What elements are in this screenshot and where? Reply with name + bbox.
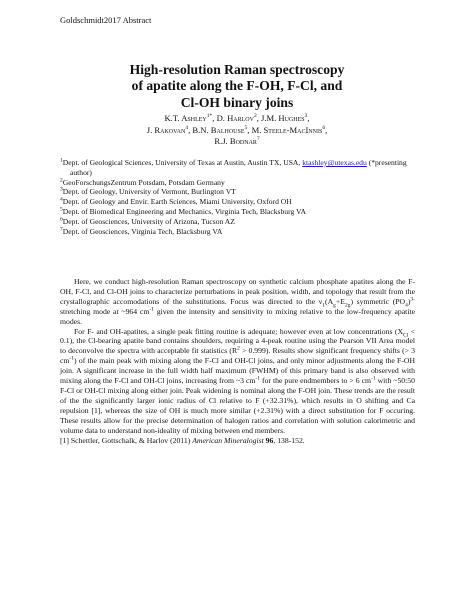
author-sup: 5 — [244, 124, 248, 131]
affiliation-item — [60, 207, 410, 217]
page-header: Goldschmidt2017 Abstract — [60, 15, 152, 25]
author-line: K.T. Ashley$^{1*}$, D. Harlov$^2$, J.M. Hughes$^3$, — [164, 113, 310, 123]
affiliation-text: Dept. of Geosciences, University of Arizona, Tucson AZ — [62, 216, 235, 226]
subscript: Cl — [403, 332, 409, 339]
reference-journal: American Mineralogist — [192, 435, 264, 445]
affiliation-item — [60, 187, 410, 197]
author-name: K.T. Ashley — [164, 113, 207, 123]
affiliation-item — [60, 227, 410, 237]
affiliation-text: Dept. of Geology, University of Vermont, Burlington VT — [62, 187, 236, 197]
affiliation-text: GeoForschungsZentrum Potsdam, Potsdam Germany — [62, 177, 225, 187]
superscript: -1 — [69, 355, 74, 362]
author-sup: 3 — [304, 113, 308, 120]
subscript: 4 — [405, 302, 408, 309]
body-text-run: > 0.999). Results show significant frequency shifts (> 3 cm — [60, 346, 415, 366]
body-text-run: (A — [325, 296, 334, 306]
body-text-run: ) of the main peak with mixing along the F-Cl and OH-Cl joins, and only minor adjustments along the F-OH join. A significant increase in the full width half maximum (FWHM) of this primary band is also observed with mixing along the F-Cl and OH-Cl joins, increasing from ~3 cm — [60, 356, 415, 386]
author-name: R.J. Bodnar — [214, 136, 257, 147]
body-text-run: ) — [407, 296, 411, 306]
abstract-body — [60, 277, 415, 445]
affiliation-text: Dept. of Geological Sciences, University of Texas at Austin, Austin TX, USA, — [62, 158, 301, 167]
author-line — [40, 136, 434, 148]
affiliation-list — [60, 158, 410, 236]
affiliation-number: 3 — [60, 186, 63, 193]
author-name: J.M. Hughes — [261, 113, 305, 123]
author-line: J. Rakovan$^4$, B.N. Balhouse$^5$, M. Steele-MacInnis$^6$, — [146, 124, 328, 135]
reference-text: , 138-152. — [273, 435, 305, 445]
affiliation-item — [60, 158, 410, 178]
paper-title — [40, 62, 434, 111]
author-sup: 4 — [185, 124, 189, 131]
reference-item — [60, 436, 415, 446]
title-line: of apatite along the F-OH, F-Cl, and — [131, 78, 343, 94]
superscript: 2 — [237, 345, 240, 352]
affiliation-text: Dept. of Geology and Envir. Earth Sciences, Miami University, Oxford OH — [62, 197, 292, 207]
title-line: High-resolution Raman spectroscopy — [129, 62, 345, 77]
body-paragraph — [60, 327, 415, 436]
reference-volume: 96 — [263, 435, 274, 445]
body-text-run: +E — [335, 296, 345, 306]
superscript: -1 — [371, 375, 376, 382]
affiliation-number: 4 — [60, 196, 63, 203]
body-text-run: given the intensity and sensitivity to mixing relative to the low-frequency apatite modes. — [60, 306, 415, 326]
body-text-run: For F- and OH-apatites, a single peak fitting routine is adequate; however even at low concentrations (X — [74, 326, 404, 336]
author-sup: 1* — [206, 113, 213, 120]
affiliation-item — [60, 197, 410, 207]
author-name: D. Harlov — [216, 113, 254, 123]
author-sup: 6 — [322, 124, 326, 131]
affiliation-number: 2 — [60, 177, 63, 184]
subscript: 1 — [322, 302, 326, 309]
body-text-run: < 0.1), the Cl-bearing apatite band contains shoulders, requiring a 4-peak routine using the Pearson VII Area model to deconvolve the spectra with acceptable fit statistics (R — [60, 326, 416, 356]
subscript: g — [333, 302, 336, 309]
affiliation-note: (*presenting author) — [70, 158, 407, 177]
affiliation-text: Dept. of Geosciences, Virginia Tech, Blacksburg VA — [62, 226, 223, 236]
author-name: J. Rakovan — [146, 124, 186, 135]
author-list — [40, 113, 434, 148]
affiliation-number: 7 — [60, 226, 63, 233]
body-text-run: for the pure endmembers to > 6 cm — [259, 376, 371, 386]
email-link[interactable]: ktashley@utexas.edu — [302, 158, 367, 167]
superscript: -1 — [255, 375, 260, 382]
superscript: 3- — [410, 296, 415, 303]
author-sup: 7 — [256, 136, 260, 143]
author-sup: 2 — [253, 113, 257, 120]
body-text-run: stretching mode at ~964 cm — [60, 306, 150, 316]
body-text-run: Here, we conduct high-resolution Raman spectroscopy on synthetic calcium phosphate apatites along the F-OH, F-Cl, and Cl-OH joins to characterize perturbations in peak position, width, and topology that result from the crystallographic accomodations of the substitutions. Focus was directed to the ν — [60, 277, 415, 306]
body-text-run: with ~50:50 F-Cl or OH-Cl mixing along either join. Peak widening is nominal along the F-OH join. These trends are the result of the the significantly larger ionic radius of Cl relative to F (+32.31%), which results in O shifting and Ca repulsion [1], whereas the size of OH is much more similar (+2.31%) with a direct substitution for F occuring. These results allow for the precise determination of halogen ratios and correlation with solution calorimetric and volume data to understand non-ideality of mixing between end members. — [60, 376, 415, 435]
affiliation-item — [60, 178, 410, 188]
affiliation-item — [60, 217, 410, 227]
author-name: M. Steele-MacInnis — [251, 124, 323, 135]
author-name: B.N. Balhouse — [192, 124, 245, 135]
body-paragraph — [60, 277, 415, 327]
subscript: 2g — [344, 302, 351, 309]
title-line: Cl-OH binary joins — [180, 94, 294, 110]
body-text-run: ) symmetric (PO — [350, 296, 406, 306]
affiliation-number: 6 — [60, 216, 63, 223]
reference-text: [1] Schettler, Gottschalk, & Harlov (2011) — [60, 435, 193, 445]
affiliation-number: 1 — [60, 157, 63, 164]
superscript: -1 — [149, 306, 154, 313]
affiliation-number: 5 — [60, 206, 63, 213]
affiliation-text: Dept. of Biomedical Engineering and Mechanics, Virginia Tech, Blacksburg VA — [62, 206, 307, 216]
